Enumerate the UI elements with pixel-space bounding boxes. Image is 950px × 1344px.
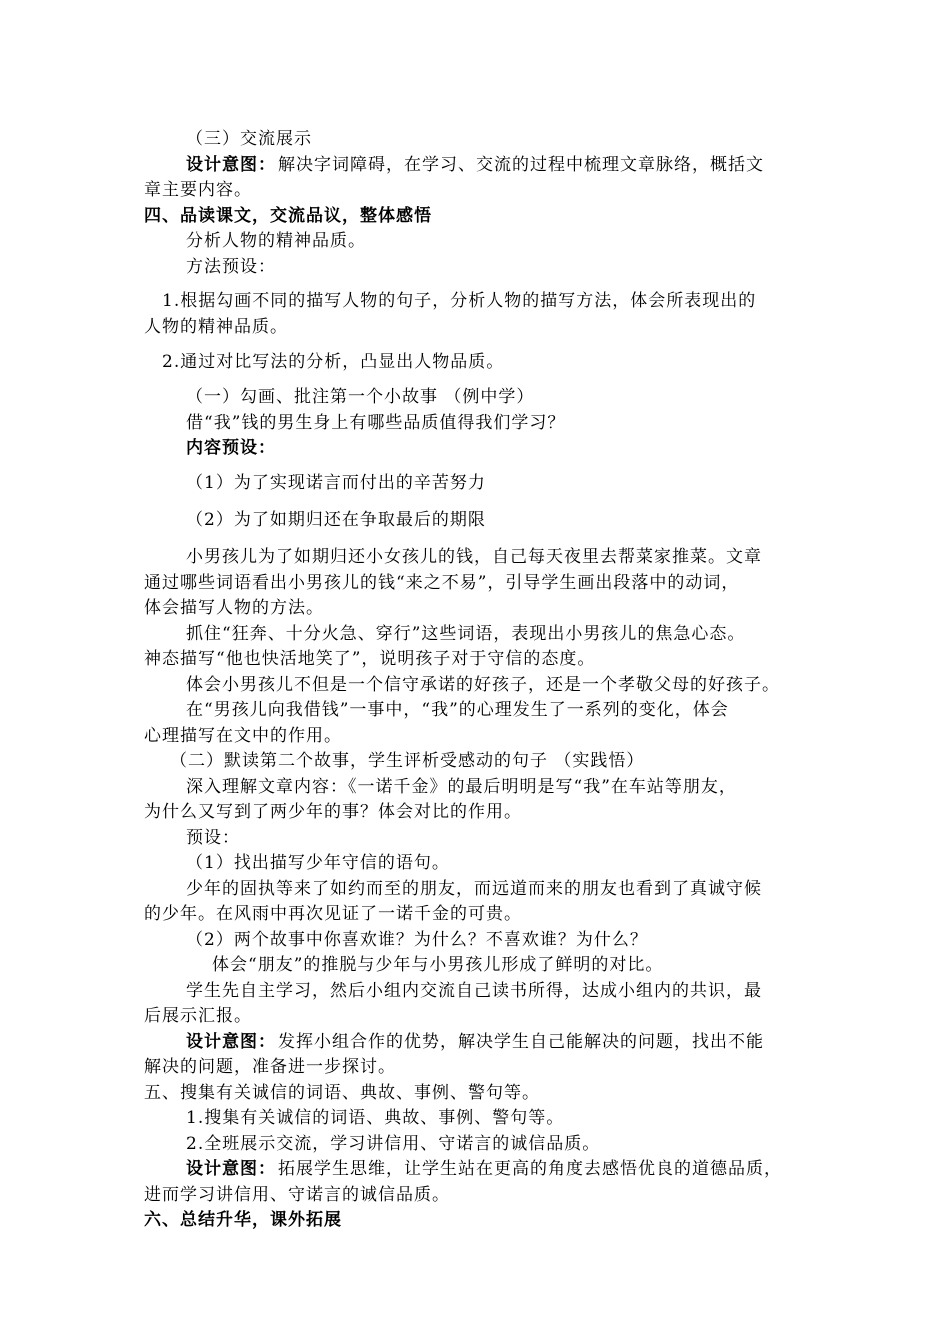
- paragraph-line: 分析人物的精神品质。: [186, 231, 366, 251]
- paragraph-line: 为什么又写到了两少年的事？体会对比的作用。: [144, 802, 522, 822]
- subsection-heading: （一）勾画、批注第一个小故事 （例中学）: [186, 387, 535, 407]
- list-item: 2.全班展示交流，学习讲信用、守诺言的诚信品质。: [186, 1134, 601, 1154]
- list-item: （2）为了如期归还在争取最后的期限: [186, 510, 486, 530]
- list-item: 2.通过对比写法的分析，凸显出人物品质。: [162, 352, 505, 372]
- paragraph-line: 解决的问题，准备进一步探讨。: [144, 1057, 396, 1077]
- list-item: 1.根据勾画不同的描写人物的句子，分析人物的描写方法，体会所表现出的: [162, 291, 757, 311]
- content-preset-label: 内容预设：: [186, 438, 276, 458]
- paragraph-line: 少年的固执等来了如约而至的朋友，而远道而来的朋友也看到了真诚守候: [186, 879, 762, 899]
- paragraph-line: 体会小男孩儿不但是一个信守承诺的好孩子，还是一个孝敬父母的好孩子。: [186, 675, 780, 695]
- paragraph-line: 体会描写人物的方法。: [144, 598, 324, 618]
- paragraph-line: 进而学习讲信用、守诺言的诚信品质。: [144, 1185, 450, 1205]
- section-heading: 四、品读课文，交流品议，整体感悟: [144, 206, 432, 226]
- section-heading: 六、总结升华，课外拓展: [144, 1210, 342, 1230]
- paragraph-line: 拓展学生思维，让学生站在更高的角度去感悟优良的道德品质，: [278, 1159, 782, 1179]
- paragraph-line: 解决字词障碍，在学习、交流的过程中梳理文章脉络，概括文: [278, 155, 764, 175]
- paragraph-line: 借“我”钱的男生身上有哪些品质值得我们学习？: [186, 413, 566, 433]
- paragraph-line: 体会“朋友”的推脱与少年与小男孩儿形成了鲜明的对比。: [212, 955, 664, 975]
- paragraph-line: 章主要内容。: [144, 180, 252, 200]
- paragraph-line: 在“男孩儿向我借钱”一事中，“我”的心理发生了一系列的变化，体会: [186, 700, 729, 720]
- list-item: 1.搜集有关诚信的词语、典故、事例、警句等。: [186, 1108, 565, 1128]
- paragraph-line: 预设：: [186, 828, 240, 848]
- subsection-heading: （二）默读第二个故事，学生评析受感动的句子 （实践悟）: [170, 751, 645, 771]
- paragraph-line: 方法预设：: [186, 257, 276, 277]
- design-intent-label: 设计意图：: [186, 155, 276, 175]
- design-intent-label: 设计意图：: [186, 1159, 276, 1179]
- list-item: （2）两个故事中你喜欢谁？为什么？不喜欢谁？为什么？: [186, 930, 648, 950]
- paragraph-line: 心理描写在文中的作用。: [144, 726, 342, 746]
- paragraph-line: 人物的精神品质。: [144, 317, 288, 337]
- paragraph-line: 的少年。在风雨中再次见证了一诺千金的可贵。: [144, 904, 522, 924]
- paragraph-line: 抓住“狂奔、十分火急、穿行”这些词语，表现出小男孩儿的焦急心态。: [186, 624, 746, 644]
- subsection-heading: （三）交流展示: [186, 129, 312, 149]
- paragraph-line: 通过哪些词语看出小男孩儿的钱“来之不易”，引导学生画出段落中的动词，: [144, 573, 740, 593]
- paragraph-line: 后展示汇报。: [144, 1006, 252, 1026]
- paragraph-line: 深入理解文章内容：《一诺千金》的最后明明是写“我”在车站等朋友，: [186, 777, 737, 797]
- paragraph-line: 神态描写“他也快活地笑了”，说明孩子对于守信的态度。: [144, 649, 596, 669]
- section-heading: 五、搜集有关诚信的词语、典故、事例、警句等。: [144, 1083, 540, 1103]
- list-item: （1）找出描写少年守信的语句。: [186, 853, 450, 873]
- paragraph-line: 小男孩儿为了如期归还小女孩儿的钱，自己每天夜里去帮菜家推菜。文章: [186, 547, 762, 567]
- paragraph-line: 发挥小组合作的优势，解决学生自己能解决的问题，找出不能: [278, 1032, 764, 1052]
- list-item: （1）为了实现诺言而付出的辛苦努力: [186, 473, 486, 493]
- paragraph-line: 学生先自主学习，然后小组内交流自己读书所得，达成小组内的共识，最: [186, 981, 762, 1001]
- design-intent-label: 设计意图：: [186, 1032, 276, 1052]
